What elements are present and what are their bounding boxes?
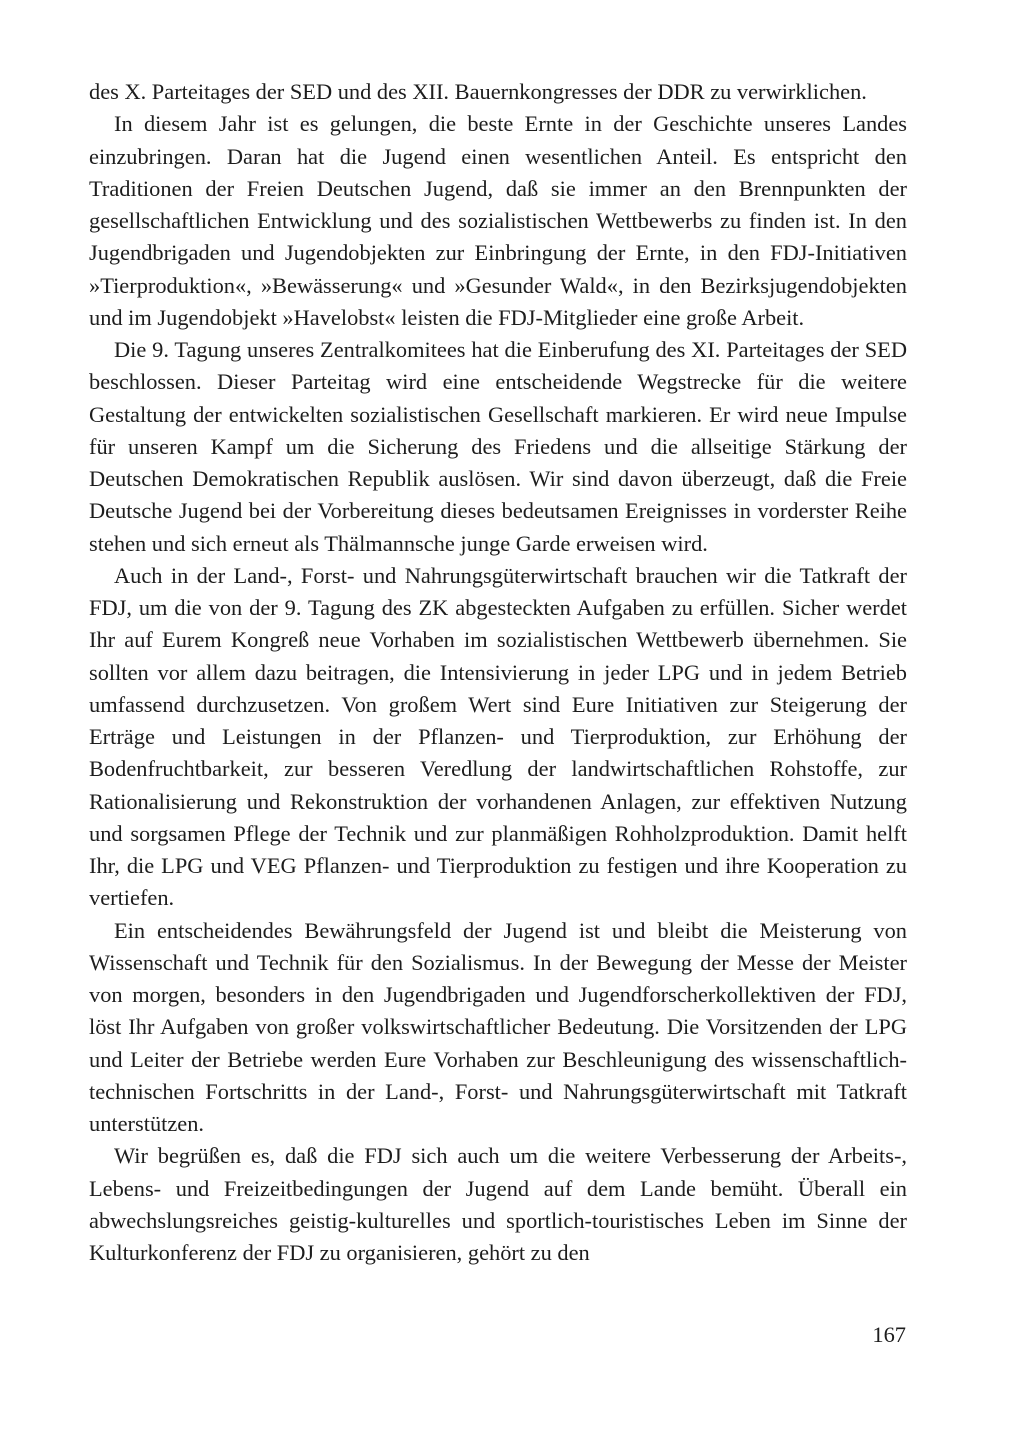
paragraph-2: In diesem Jahr ist es gelungen, die beste Ernte in der Geschichte unseres Landes einzubringen. Daran hat die Jugend einen wesentlichen Anteil. Es entspricht den Traditionen der Freien Deutschen Jugend, daß sie immer an den Brennpunkten der gesellschaftlichen Entwicklung und des sozialistischen Wettbewerbs zu finden ist. In den Jugendbrigaden und Jugendobjekten zur Einbringung der Ernte, in den FDJ-Initiativen »Tierproduktion«, »Bewässerung« und »Gesunder Wald«, in den Bezirksjugendobjekten und im Jugendobjekt »Havelobst« leisten die FDJ-Mitglieder eine große Arbeit. xyxy=(89,111,907,330)
page-number: 167 xyxy=(872,1322,906,1347)
paragraph-1: des X. Parteitages der SED und des XII. Bauernkongresses der DDR zu verwirklichen. xyxy=(89,79,867,104)
paragraph-4: Auch in der Land-, Forst- und Nahrungsgüterwirtschaft brauchen wir die Tatkraft der FDJ, um die von der 9. Tagung des ZK abgesteckten Aufgaben zu erfüllen. Sicher werdet Ihr auf Eurem Kongreß neue Vorhaben im sozialistischen Wettbewerb übernehmen. Sie sollten vor allem dazu beitragen, die Intensivierung in jeder LPG und in jedem Betrieb umfassend durchzusetzen. Von großem Wert sind Eure Initiativen zur Steigerung der Erträge und Leistungen in der Pflanzen- und Tierproduktion, zur Erhöhung der Bodenfruchtbarkeit, zur besseren Veredlung der landwirtschaftlichen Rohstoffe, zur Rationalisierung und Rekonstruktion der vorhandenen Anlagen, zur effektiven Nutzung und sorgsamen Pflege der Technik und zur planmäßigen Rohholzproduktion. Damit helft Ihr, die LPG und VEG Pflanzen- und Tierproduktion zu festigen und ihre Kooperation zu vertiefen. xyxy=(89,562,907,911)
page-body xyxy=(89,76,907,1269)
paragraph-5: Ein entscheidendes Bewährungsfeld der Jugend ist und bleibt die Meisterung von Wissenschaft und Technik für den Sozialismus. In der Bewegung der Messe der Meister von morgen, besonders in den Jugendbrigaden und Jugendforscherkollektiven der FDJ, löst Ihr Aufgaben von großer volkswirtschaftlicher Bedeutung. Die Vorsitzenden der LPG und Leiter der Betriebe werden Eure Vorhaben zur Beschleunigung des wissenschaftlich-technischen Fortschritts in der Land-, Forst- und Nahrungsgüterwirtschaft mit Tatkraft unterstützen. xyxy=(89,917,907,1136)
paragraph-6: Wir begrüßen es, daß die FDJ sich auch um die weitere Verbesserung der Arbeits-, Lebens- und Freizeitbedingungen der Jugend auf dem Lande bemüht. Überall ein abwechslungsreiches geistig-kulturelles und sportlich-touristisches Leben im Sinne der Kulturkonferenz der FDJ zu organisieren, gehört zu den xyxy=(89,1143,907,1265)
paragraph-3: Die 9. Tagung unseres Zentralkomitees hat die Einberufung des XI. Parteitages der SED beschlossen. Dieser Parteitag wird eine entscheidende Wegstrecke für die weitere Gestaltung der entwickelten sozialistischen Gesellschaft markieren. Er wird neue Impulse für unseren Kampf um die Sicherung des Friedens und die allseitige Stärkung der Deutschen Demokratischen Republik auslösen. Wir sind davon überzeugt, daß die Freie Deutsche Jugend bei der Vorbereitung dieses bedeutsamen Ereignisses in vorderster Reihe stehen und sich erneut als Thälmannsche junge Garde erweisen wird. xyxy=(89,337,907,556)
